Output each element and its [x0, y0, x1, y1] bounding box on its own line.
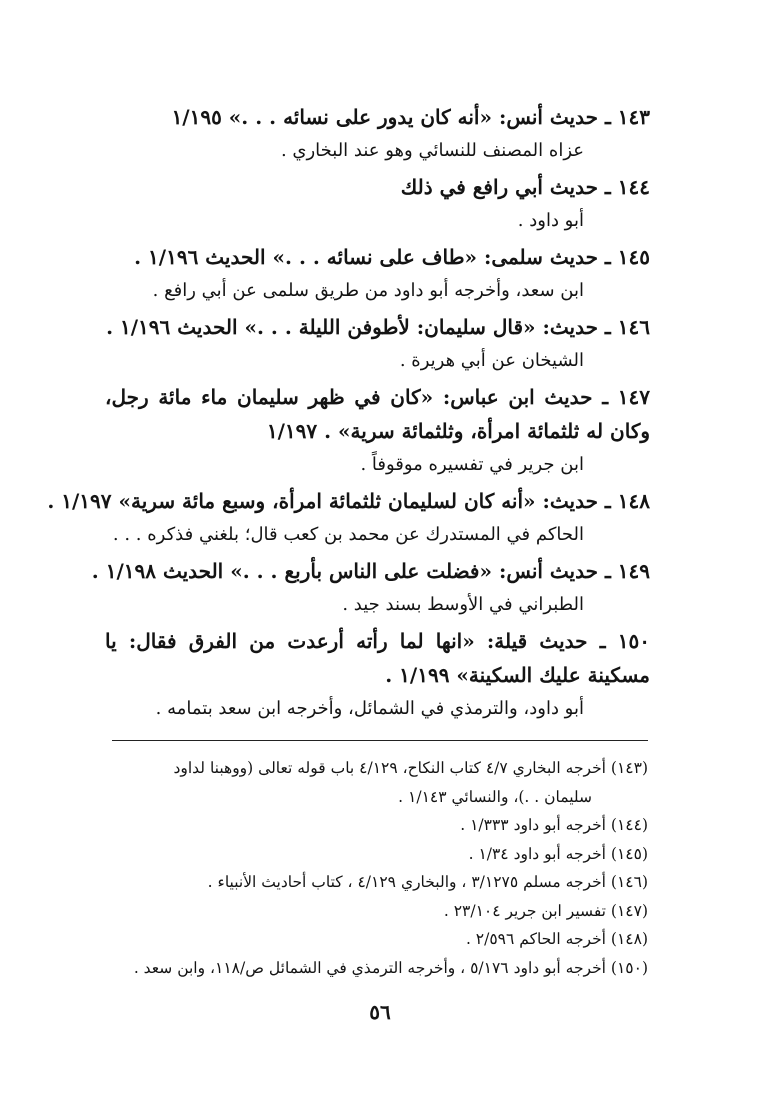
hadith-heading: ١٤٦ ـ حديث: «قال سليمان: لأطوفن الليلة . . .» الحديث ١/١٩٦ . — [106, 315, 650, 339]
hadith-heading: ١٤٩ ـ حديث أنس: «فضلت على الناس بأربع . . .» الحديث ١/١٩٨ . — [91, 559, 650, 583]
hadith-entry-147 — [105, 380, 650, 482]
footnote-150: (١٥٠) أخرجه أبو داود ٥/١٧٦ ، وأخرجه الترمذي في الشمائل ص/١١٨، وابن سعد . — [133, 958, 648, 977]
footnote-divider — [112, 740, 648, 741]
hadith-entry-149 — [91, 554, 650, 622]
hadith-entry-145 — [105, 240, 650, 308]
footnote-continuation: سليمان . .)، والنسائي ١/١٤٣ . — [398, 787, 592, 806]
hadith-heading: ١٤٨ ـ حديث: «أنه كان لسليمان ثلثمائة امرأة، وسبع مائة سرية» ١/١٩٧ . — [47, 489, 650, 513]
hadith-source: أبو داود . — [517, 210, 584, 231]
hadith-entry-148 — [47, 484, 650, 552]
hadith-source: ابن سعد، وأخرجه أبو داود من طريق سلمى عن أبي رافع . — [152, 280, 584, 301]
hadith-heading: ١٤٥ ـ حديث سلمى: «طاف على نسائه . . .» الحديث ١/١٩٦ . — [134, 245, 650, 269]
hadith-source: عزاه المصنف للنسائي وهو عند البخاري . — [280, 140, 584, 161]
footnote-143 — [88, 754, 648, 811]
hadith-entry-143 — [105, 100, 650, 168]
hadith-entry-146 — [105, 310, 650, 378]
footnote-147: (١٤٧) تفسير ابن جرير ٢٣/١٠٤ . — [443, 901, 648, 920]
hadith-heading: ١٤٤ ـ حديث أبي رافع في ذلك — [400, 175, 650, 199]
hadith-heading: ١٤٣ ـ حديث أنس: «أنه كان يدور على نسائه . . .» ١/١٩٥ — [171, 105, 650, 129]
footnote-144: (١٤٤) أخرجه أبو داود ١/٣٣٣ . — [460, 816, 648, 834]
page-number: ٥٦ — [369, 1000, 391, 1024]
hadith-entry-144 — [105, 170, 650, 238]
footnote-text: (١٤٣) أخرجه البخاري ٤/٧ كتاب النكاح، ٤/١٢٩ باب قوله تعالى (ووهبنا لداود — [173, 759, 648, 777]
hadith-source: الحاكم في المستدرك عن محمد بن كعب قال؛ بلغني فذكره . . . — [112, 524, 584, 545]
hadith-source: الطبراني في الأوسط بسند جيد . — [342, 594, 584, 615]
hadith-source: الشيخان عن أبي هريرة . — [399, 350, 584, 371]
hadith-source: أبو داود، والترمذي في الشمائل، وأخرجه ابن سعد بتمامه . — [155, 698, 584, 719]
hadith-heading: ١٤٧ ـ حديث ابن عباس: «كان في ظهر سليمان ماء مائة رجل، وكان له ثلثمائة امرأة، وثلثمائة سرية» . ١/١٩٧ — [105, 385, 650, 443]
footnote-145: (١٤٥) أخرجه أبو داود ١/٣٤ . — [468, 844, 648, 863]
footnote-146: (١٤٦) أخرجه مسلم ٣/١٢٧٥ ، والبخاري ٤/١٢٩ ، كتاب أحاديث الأنبياء . — [207, 873, 648, 891]
hadith-source: ابن جرير في تفسيره موقوفاً . — [360, 454, 584, 475]
hadith-entry-150 — [105, 624, 650, 726]
footnote-148: (١٤٨) أخرجه الحاكم ٢/٥٩٦ . — [465, 930, 648, 948]
footnotes — [88, 754, 648, 982]
hadith-heading: ١٥٠ ـ حديث قيلة: «انها لما رأته أرعدت من الفرق فقال: يا مسكينة عليك السكينة» ١/١٩٩ . — [105, 629, 650, 687]
hadith-list — [47, 100, 650, 728]
